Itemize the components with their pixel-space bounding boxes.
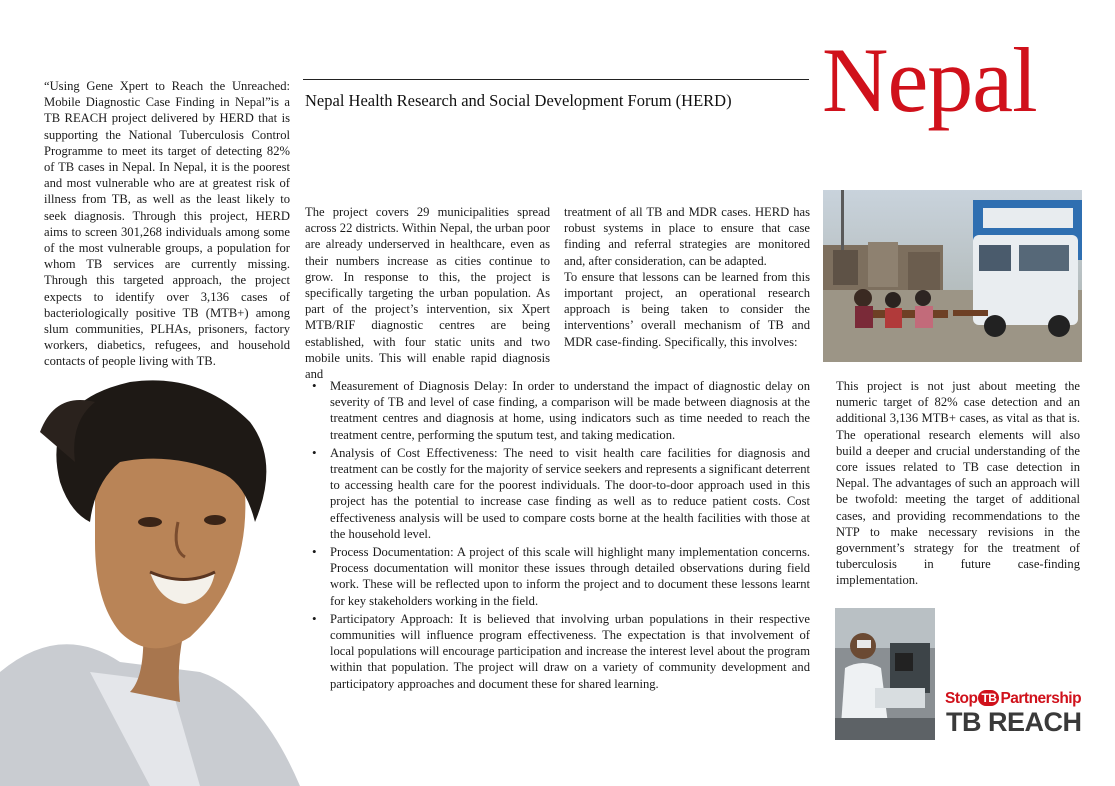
body-column-2 bbox=[305, 204, 550, 382]
logo-tb-reach: TB REACH bbox=[946, 707, 1082, 737]
logo-partnership-line bbox=[945, 690, 1081, 708]
right-column-paragraph bbox=[836, 378, 1080, 589]
intro-text: “Using Gene Xpert to Reach the Unreached: Mobile Diagnostic Case Finding in Nepal”is a TB REACH project delivered by HERD that is supporting the National Tuberculosis Control Programme to meet its target of detecting 82% of TB cases in Nepal. In Nepal, it is the poorest and most vulnerable who are at greatest risk of illness from TB, as well as the least likely to seek diagnosis. Through this project, HERD aims to screen 301,268 individuals among some of the most vulnerable groups, a population for whom TB services are currently missing. Through this targeted approach, the project expects to identify over 3,136 cases of bacteriologically positive TB (MTB+) among slum communities, PLHAs, prisoners, factory workers, diabetics, refugees, and household contacts of people living with TB. bbox=[44, 79, 290, 369]
header-rule bbox=[303, 79, 809, 80]
portrait-illustration bbox=[0, 372, 300, 786]
organization-title: Nepal Health Research and Social Development Forum (HERD) bbox=[305, 91, 732, 110]
lab-technician-photo bbox=[835, 608, 935, 740]
research-approach-list bbox=[310, 378, 810, 694]
logo-partnership: Partnership bbox=[1000, 690, 1082, 707]
body-column-3 bbox=[564, 204, 810, 350]
logo-tb-badge: TB bbox=[978, 690, 999, 706]
body-col3-para1: treatment of all TB and MDR cases. HERD has robust systems in place to ensure that case finding and referral strategies are monitored and, after consideration, can be adapted. bbox=[564, 205, 810, 268]
body-col2-text: The project covers 29 municipalities spread across 22 districts. Within Nepal, the urban poor are already underserved in healthcare, even as their numbers increase as cities continue to grow. In response to this, the project is specifically targeting the urban population. As part of the project’s intervention, six Xpert MTB/RIF diagnostic centres are being established, with four static units and two mobile units. This will enable rapid diagnosis and bbox=[305, 205, 550, 382]
list-item: • Process Documentation: A project of this scale will highlight many implementation concerns. Process documentation will monitor these issues through detailed observations during field work. These will be reflected upon to inform the project and to document these lessons learnt for key stakeholders working in the field. bbox=[310, 544, 810, 609]
intro-paragraph bbox=[44, 78, 290, 370]
right-column-text: This project is not just about meeting the numeric target of 82% case detection and an additional 3,136 MTB+ cases, as vital as that is. The operational research elements will also build a deeper and crucial understanding of the core issues related to TB case detection in Nepal. The advantages of such an approach will be twofold: meeting the target of additional cases, and providing recommendations to the NTP to make necessary revisions in the government’s strategy for the treatment of tuberculosis in future case-finding implementation. bbox=[836, 379, 1080, 588]
logo-stop: Stop bbox=[945, 690, 978, 707]
mobile-clinic-photo bbox=[823, 190, 1082, 362]
list-item: • Analysis of Cost Effectiveness: The need to visit health care facilities for diagnosis and treatment can be costly for the majority of service seekers and represents a significant deterrent to accessing health care for the poorest individuals. The door-to-door approach used in this project has the potential to increase case finding as well as to reduce patient costs. Cost effectiveness analysis will be used to compare costs borne at the health facilities with those at the household level. bbox=[310, 445, 810, 542]
body-col3-para2: To ensure that lessons can be learned from this important project, an operational research approach is being taken to consider the interventions’ overall mechanism of TB and MDR case-finding. Specifically, this involves: bbox=[564, 269, 810, 349]
stop-tb-partnership-logo bbox=[945, 690, 1085, 746]
country-title: Nepal bbox=[822, 29, 1037, 131]
list-item: • Measurement of Diagnosis Delay: In order to understand the impact of diagnostic delay on severity of TB and level of case finding, a comparison will be made between diagnosis at the treatment centres and diagnosis at home, using indicators such as time needed to reach the treatment centre, performing the sputum test, and taking medication. bbox=[310, 378, 810, 443]
list-item: • Participatory Approach: It is believed that involving urban populations in their respective communities will influence program effectiveness. The expectation is that involvement of local populations will encourage participation and increase the interest level about the program within that population. The project will draw on a variety of community development and participatory approaches and document these for shared learning. bbox=[310, 611, 810, 692]
